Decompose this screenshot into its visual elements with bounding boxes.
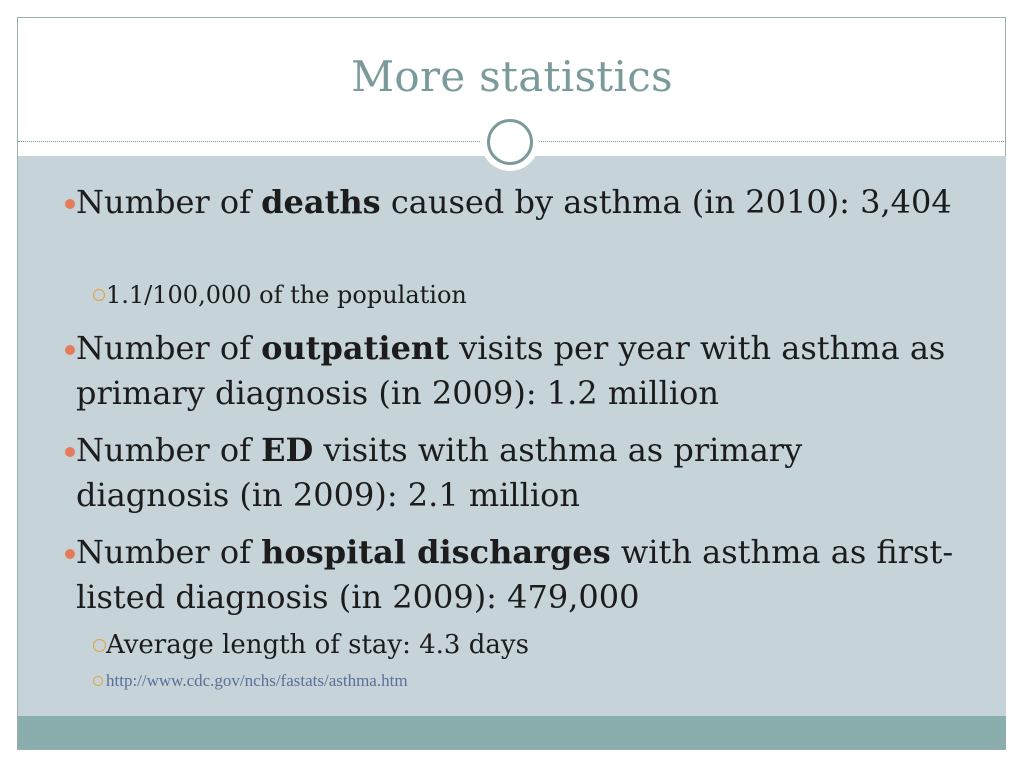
bullet-dot-icon	[65, 549, 75, 559]
bullet-ed	[76, 428, 956, 518]
sub-bullet-ring-icon	[93, 639, 106, 652]
bullet-text-pre: Number of	[76, 183, 262, 221]
bullet-text-post: visits per year with asthma as primary diagnosis (in 2009): 1.2 million	[76, 329, 946, 412]
source-link[interactable]: http://www.cdc.gov/nchs/fastats/asthma.htm	[106, 671, 408, 690]
bullet-text-bold: outpatient	[261, 329, 449, 367]
bullet-text-bold: ED	[261, 431, 314, 469]
bullet-dot-icon	[65, 199, 75, 209]
bullet-text-post: visits with asthma as primary diagnosis (in 2009): 2.1 million	[76, 431, 803, 514]
sub-bullet-ring-icon	[93, 289, 105, 301]
bullet-text-post: caused by asthma (in 2010): 3,404	[380, 183, 952, 221]
bullet-text-pre: Number of	[76, 431, 262, 469]
bullet-text-pre: Number of	[76, 533, 262, 571]
bullet-dot-icon	[65, 345, 75, 355]
sub-bullet-length-of-stay	[106, 626, 956, 664]
sub-bullet-text: Average length of stay: 4.3 days	[106, 630, 529, 660]
sub-bullet-text: 1.1/100,000 of the population	[106, 281, 467, 309]
bullet-text-post: with asthma as first-listed diagnosis (in 2009): 479,000	[76, 533, 954, 616]
sub-bullet-population	[106, 277, 956, 313]
bullet-hospital-discharges	[76, 530, 956, 620]
source-link-item	[106, 668, 956, 694]
footer-band	[18, 716, 1006, 749]
sub-bullet-ring-icon	[93, 676, 103, 686]
bullet-outpatient	[76, 326, 956, 416]
bullet-text-pre: Number of	[76, 329, 262, 367]
slide-title: More statistics	[351, 52, 673, 101]
bullet-deaths	[76, 180, 956, 225]
content-panel	[18, 156, 1006, 716]
circle-ornament-icon	[487, 119, 533, 165]
bullet-dot-icon	[65, 447, 75, 457]
bullet-text-bold: hospital discharges	[261, 533, 611, 571]
bullet-text-bold: deaths	[261, 183, 381, 221]
